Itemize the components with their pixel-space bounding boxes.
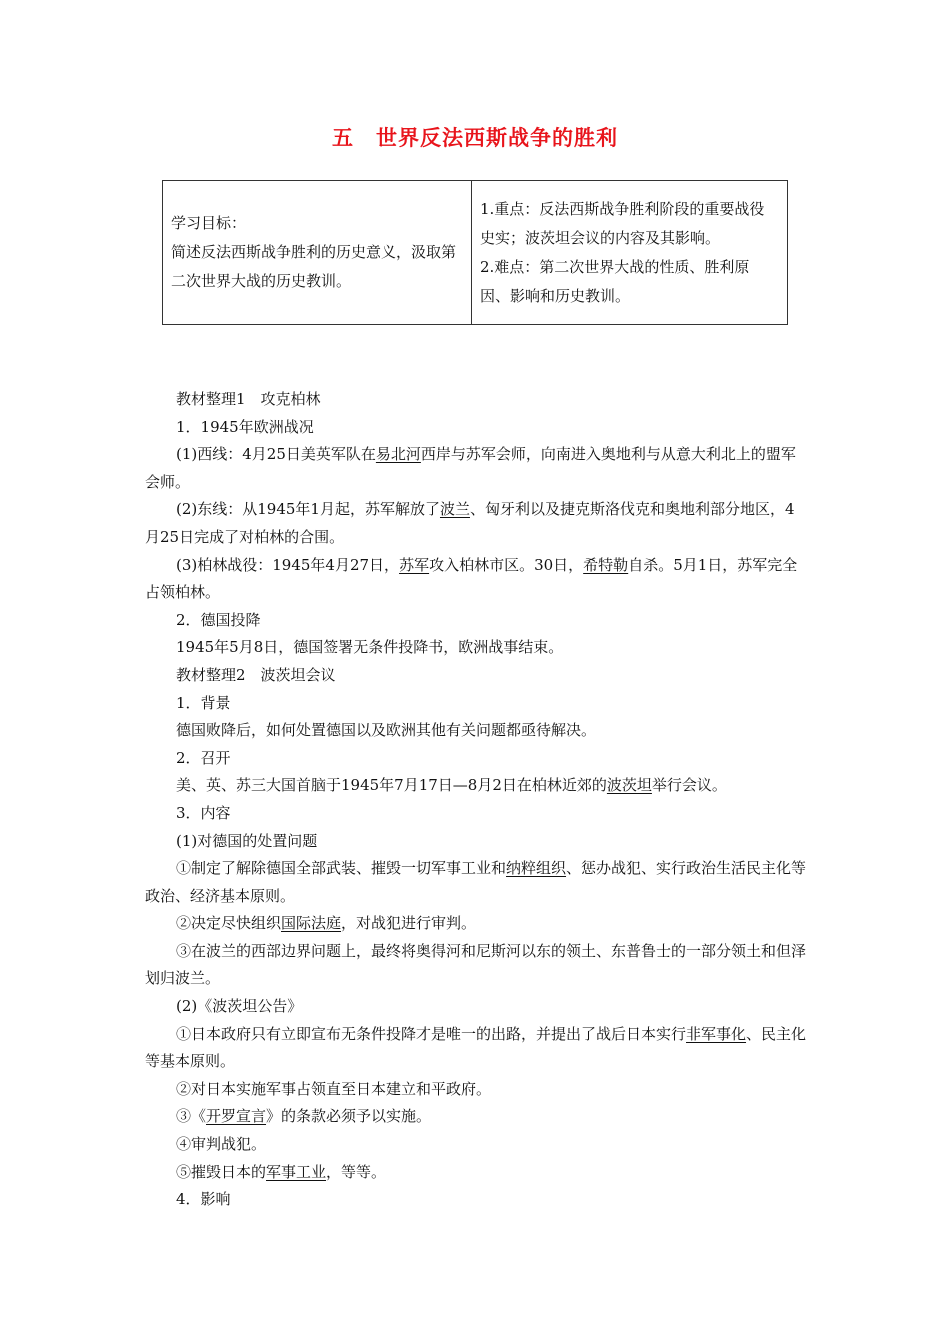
goals-text: 简述反法西斯战争胜利的历史意义，汲取第二次世界大战的历史教训。: [171, 243, 457, 290]
s2-item-3: 3．内容: [176, 803, 231, 822]
sub-heading-potsdam: (2)《波茨坦公告》: [176, 997, 303, 1016]
japan-point-2: ②对日本实施军事占领直至日本建立和平政府。: [176, 1079, 492, 1098]
germany-point-1: ①制定了解除德国全部武装、摧毁一切军事工业和纳粹组织、惩办战犯、实行政治生活民主化等政治、经济基本原则。: [145, 859, 807, 905]
section-title: 世界反法西斯战争的胜利: [376, 125, 618, 150]
western-front-para: (1)西线：4月25日美英军队在易北河西岸与苏军会师，向南进入奥地利与从意大利北上的盟军会师。: [145, 445, 796, 491]
blank-answer: 易北河: [375, 445, 421, 464]
sub-heading-germany: (1)对德国的处置问题: [176, 831, 318, 850]
convene-para: 美、英、苏三大国首脑于1945年7月17日—8月2日在柏林近郊的波茨坦举行会议。: [176, 776, 727, 795]
blank-answer: 希特勒: [583, 555, 629, 574]
japan-point-3: ③《开罗宣言》的条款必须予以实施。: [176, 1107, 432, 1126]
japan-point-1: ①日本政府只有立即宣布无条件投降才是唯一的出路，并提出了战后日本实行非军事化、民主化等基本原则。: [145, 1024, 807, 1071]
blank-answer: 开罗宣言: [206, 1107, 267, 1126]
germany-point-3: ③在波兰的西部边界问题上，最终将奥得河和尼斯河以东的领土、东普鲁士的一部分领土和但泽划归波兰。: [145, 941, 807, 988]
japan-point-4: ④审判战犯。: [176, 1135, 267, 1154]
goals-left-cell: [163, 181, 472, 325]
blank-answer: 纳粹组织: [506, 859, 567, 878]
page-title: [0, 122, 950, 152]
blank-answer: 波兰: [439, 500, 470, 519]
eastern-front-para: (2)东线：从1945年1月起，苏军解放了波兰、匈牙利以及捷克斯洛伐克和奥地利部分地区，4月25日完成了对柏林的合围。: [145, 500, 795, 546]
blank-answer: 非军事化: [686, 1024, 747, 1043]
blank-answer: 苏军: [399, 555, 430, 574]
germany-point-2: ②决定尽快组织国际法庭，对战犯进行审判。: [176, 914, 477, 933]
berlin-battle-para: (3)柏林战役：1945年4月27日，苏军攻入柏林市区。30日，希特勒自杀。5月1日，苏军完全占领柏林。: [145, 555, 798, 602]
japan-point-5: ⑤摧毁日本的军事工业，等等。: [176, 1162, 387, 1181]
difficult-point: 2.难点：第二次世界大战的性质、胜利原因、影响和历史教训。: [480, 257, 750, 305]
section-heading-2: 教材整理2 波茨坦会议: [176, 665, 336, 684]
blank-answer: 波茨坦: [606, 776, 652, 795]
s2-item-2: 2．召开: [176, 748, 231, 767]
section-number: 五: [332, 125, 354, 150]
section-heading-1: 教材整理1 攻克柏林: [176, 390, 321, 408]
learning-goals-table: [162, 180, 788, 325]
surrender-para: 1945年5月8日，德国签署无条件投降书，欧洲战事结束。: [176, 638, 564, 657]
s2-item-1: 1．背景: [176, 693, 231, 712]
s2-item-4: 4．影响: [176, 1190, 231, 1209]
key-point: 1.重点：反法西斯战争胜利阶段的重要战役史实；波茨坦会议的内容及其影响。: [480, 199, 765, 247]
goals-right-cell: [472, 181, 788, 325]
s1-item-2: 2．德国投降: [176, 610, 261, 629]
blank-answer: 国际法庭: [281, 914, 342, 933]
blank-answer: 军事工业: [266, 1162, 327, 1181]
s1-item-1: 1．1945年欧洲战况: [176, 417, 314, 436]
document-body: [145, 386, 809, 1214]
goals-label: 学习目标：: [171, 214, 247, 232]
background-para: 德国败降后，如何处置德国以及欧洲其他有关问题都亟待解决。: [176, 721, 597, 740]
